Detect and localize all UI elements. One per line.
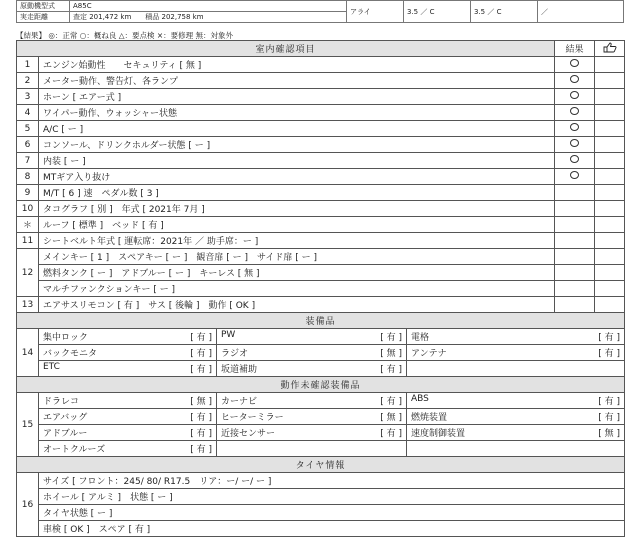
tire-info-text: タイヤ状態 [ ー ] xyxy=(39,505,625,521)
equipment-cell xyxy=(407,361,625,377)
equipment-label: ヒーターミラー xyxy=(221,413,284,423)
tires-title: タイヤ情報 xyxy=(17,457,625,473)
equipment-status: [ 有 ] xyxy=(380,365,402,375)
interior-title: 室内確認項目 xyxy=(17,41,555,57)
equipment-cell xyxy=(217,441,407,457)
check-row xyxy=(17,201,625,217)
ok-circle-icon xyxy=(570,139,579,147)
check-row xyxy=(17,89,625,105)
check-row xyxy=(17,137,625,153)
equipment-label: 坂道補助 xyxy=(221,365,258,375)
equipment-status: [ 有 ] xyxy=(598,397,621,407)
equipment-cell xyxy=(407,329,625,345)
row-number: 11 xyxy=(17,233,39,249)
equipment-label: アドブルー xyxy=(43,429,88,439)
result-header: 結果 xyxy=(555,41,595,57)
extra-cell xyxy=(595,105,625,121)
row-number: 5 xyxy=(17,121,39,137)
equipment-cell xyxy=(217,409,407,425)
equipment-cell xyxy=(217,393,407,409)
equipment-label: オートクルーズ xyxy=(43,445,106,455)
tire-info-text: サイズ [ フロント：245/ 80/ R17.5 リア：ー/ ー/ ー ] xyxy=(39,473,625,489)
row12-line1: メインキー [ 1 ] スペアキー [ ー ] 観音扉 [ ー ] サイド扉 [ ー ] xyxy=(39,249,555,265)
equipment-status: [ 有 ] xyxy=(190,365,212,375)
tire-info-text: 車検 [ OK ] スペア [ 有 ] xyxy=(39,521,625,537)
check-row xyxy=(17,233,625,249)
row13-text: エアサスリモコン [ 有 ] サス [ 後輪 ] 動作 [ OK ] xyxy=(39,297,555,313)
tire-info-text: ホイール [ アルミ ] 状態 [ ー ] xyxy=(39,489,625,505)
equipment-status: [ 無 ] xyxy=(190,397,212,407)
equipment-row xyxy=(17,393,625,409)
row-no-13: 13 xyxy=(17,297,39,313)
extra-cell xyxy=(595,233,625,249)
equipment-status: [ 有 ] xyxy=(598,349,621,359)
check-item-text: コンソール、ドリンクホルダー状態 [ ー ] xyxy=(39,137,555,153)
check-item-text: ワイパー動作、ウォッシャー状態 xyxy=(39,105,555,121)
result-cell xyxy=(555,201,595,217)
equipment-cell xyxy=(39,409,217,425)
extra-cell xyxy=(595,89,625,105)
equipment-cell xyxy=(407,425,625,441)
equipment-cell xyxy=(407,345,625,361)
equipment-row xyxy=(17,425,625,441)
equipment-cell xyxy=(217,361,407,377)
tire-row xyxy=(17,521,625,537)
equipment-cell xyxy=(407,409,625,425)
equipment-cell xyxy=(407,393,625,409)
equipment-status: [ 無 ] xyxy=(380,349,402,359)
equipment-cell xyxy=(39,393,217,409)
row-number: 1 xyxy=(17,57,39,73)
mileage-value: 查定 201,472 km 積品 202,758 km xyxy=(70,12,347,23)
extra-cell xyxy=(595,137,625,153)
equipment-label: ABS xyxy=(411,394,429,404)
check-item-text: M/T [ 6 ] 速 ペダル数 [ 3 ] xyxy=(39,185,555,201)
ok-circle-icon xyxy=(570,75,579,83)
extra-cell xyxy=(595,73,625,89)
row-no-12: 12 xyxy=(17,249,39,297)
aray-value-1: 3.5 ／ C xyxy=(404,1,471,23)
check-row xyxy=(17,73,625,89)
result-cell xyxy=(555,185,595,201)
equipment-label: 近接センサー xyxy=(221,429,276,439)
equipment-label: 集中ロック xyxy=(43,333,88,343)
equipment-label: カーナビ xyxy=(221,397,258,407)
result-cell xyxy=(555,217,595,233)
check-row xyxy=(17,57,625,73)
row-number: 16 xyxy=(17,473,39,537)
equipment-label: 電格 xyxy=(411,333,430,343)
equipment-label: 燃焼装置 xyxy=(411,413,448,423)
equipment-row xyxy=(17,329,625,345)
result-cell xyxy=(555,105,595,121)
unverified-title: 動作未確認装備品 xyxy=(17,377,625,393)
equipment-label: エアバッグ xyxy=(43,413,88,423)
equipment-status: [ 有 ] xyxy=(598,413,621,423)
check-item-text: メーター動作、警告灯、各ランプ xyxy=(39,73,555,89)
check-item-text: ルーフ [ 標準 ] ベッド [ 有 ] xyxy=(39,217,555,233)
extra-cell xyxy=(595,121,625,137)
result-cell xyxy=(555,121,595,137)
equipment-status: [ 有 ] xyxy=(190,349,212,359)
row12-line2: 燃料タンク [ ー ] アドブルー [ ー ] キーレス [ 無 ] xyxy=(39,265,555,281)
result-cell xyxy=(555,57,595,73)
check-row xyxy=(17,105,625,121)
check-item-text: タコグラフ [ 別 ] 年式 [ 2021年 7月 ] xyxy=(39,201,555,217)
row12-line3: マルチファンクションキー [ ー ] xyxy=(39,281,555,297)
result-cell xyxy=(555,73,595,89)
equipment-status: [ 有 ] xyxy=(380,397,402,407)
row-number: 15 xyxy=(17,393,39,457)
row-number: 10 xyxy=(17,201,39,217)
check-item-text: MTギア入り抜け xyxy=(39,169,555,185)
ok-circle-icon xyxy=(570,171,579,179)
row-number: 7 xyxy=(17,153,39,169)
equipment-cell xyxy=(39,441,217,457)
row-number: 2 xyxy=(17,73,39,89)
result-cell xyxy=(555,89,595,105)
check-row xyxy=(17,169,625,185)
result-legend: 【結果】 ◎：正常 ○：概ね良 △：要点検 ×：要修理 無：対象外 xyxy=(16,31,234,40)
aray-value-3: ／ xyxy=(538,1,624,23)
equipment-status: [ 無 ] xyxy=(380,413,402,423)
result-cell xyxy=(555,233,595,249)
engine-type-value: A85C xyxy=(70,1,347,12)
ok-circle-icon xyxy=(570,155,579,163)
row-number: 3 xyxy=(17,89,39,105)
check-row xyxy=(17,121,625,137)
row-number: ＊ xyxy=(17,217,39,233)
equipment-label: ETC xyxy=(43,362,60,372)
tire-row xyxy=(17,505,625,521)
row-number: 6 xyxy=(17,137,39,153)
mileage-label: 実走距離 xyxy=(17,12,70,23)
equipment-row xyxy=(17,409,625,425)
result-cell xyxy=(555,137,595,153)
tire-row xyxy=(17,473,625,489)
extra-cell xyxy=(595,201,625,217)
row-number: 4 xyxy=(17,105,39,121)
extra-cell xyxy=(595,217,625,233)
vehicle-summary xyxy=(16,0,624,22)
equipment-row xyxy=(17,441,625,457)
equipment-label: バックモニタ xyxy=(43,349,98,359)
result-cell xyxy=(555,153,595,169)
extra-cell xyxy=(595,57,625,73)
equipment-status: [ 有 ] xyxy=(190,333,212,343)
equipment-cell xyxy=(39,329,217,345)
equipment-title: 装備品 xyxy=(17,313,625,329)
aray-value-2: 3.5 ／ C xyxy=(471,1,538,23)
equipment-label: 速度制御装置 xyxy=(411,429,466,439)
equipment-status: [ 有 ] xyxy=(380,429,402,439)
row-number: 8 xyxy=(17,169,39,185)
row-number: 14 xyxy=(17,329,39,377)
result-cell xyxy=(555,169,595,185)
extra-cell xyxy=(595,169,625,185)
aray-label: アライ xyxy=(347,1,404,23)
ok-circle-icon xyxy=(570,107,579,115)
check-row xyxy=(17,153,625,169)
check-item-text: A/C [ ー ] xyxy=(39,121,555,137)
check-item-text: ホーン [ エアー式 ] xyxy=(39,89,555,105)
equipment-cell xyxy=(407,441,625,457)
equipment-cell xyxy=(217,345,407,361)
equipment-status: [ 有 ] xyxy=(190,429,212,439)
thumb-icon xyxy=(595,41,625,57)
row-number: 9 xyxy=(17,185,39,201)
equipment-status: [ 有 ] xyxy=(190,413,212,423)
check-item-text: エンジン始動性 セキュリティ [ 無 ] xyxy=(39,57,555,73)
equipment-cell xyxy=(39,425,217,441)
equipment-cell xyxy=(217,425,407,441)
check-row xyxy=(17,217,625,233)
ok-circle-icon xyxy=(570,91,579,99)
equipment-row xyxy=(17,361,625,377)
check-row xyxy=(17,185,625,201)
equipment-status: [ 無 ] xyxy=(598,429,621,439)
equipment-cell xyxy=(39,361,217,377)
equipment-status: [ 有 ] xyxy=(598,333,621,343)
ok-circle-icon xyxy=(570,59,579,67)
ok-circle-icon xyxy=(570,123,579,131)
extra-cell xyxy=(595,185,625,201)
equipment-label: PW xyxy=(221,330,236,340)
extra-cell xyxy=(595,153,625,169)
check-item-text: 内装 [ ー ] xyxy=(39,153,555,169)
equipment-row xyxy=(17,345,625,361)
inspection-table xyxy=(16,40,624,537)
equipment-status: [ 有 ] xyxy=(190,445,212,455)
engine-type-label: 原動機型式 xyxy=(17,1,70,12)
equipment-status: [ 有 ] xyxy=(380,333,402,343)
equipment-label: ラジオ xyxy=(221,349,249,359)
equipment-label: アンテナ xyxy=(411,349,447,359)
equipment-label: ドラレコ xyxy=(43,397,80,407)
equipment-cell xyxy=(217,329,407,345)
check-item-text: シートベルト年式 [ 運転席：2021年 ／ 助手席：ー ] xyxy=(39,233,555,249)
equipment-cell xyxy=(39,345,217,361)
tire-row xyxy=(17,489,625,505)
